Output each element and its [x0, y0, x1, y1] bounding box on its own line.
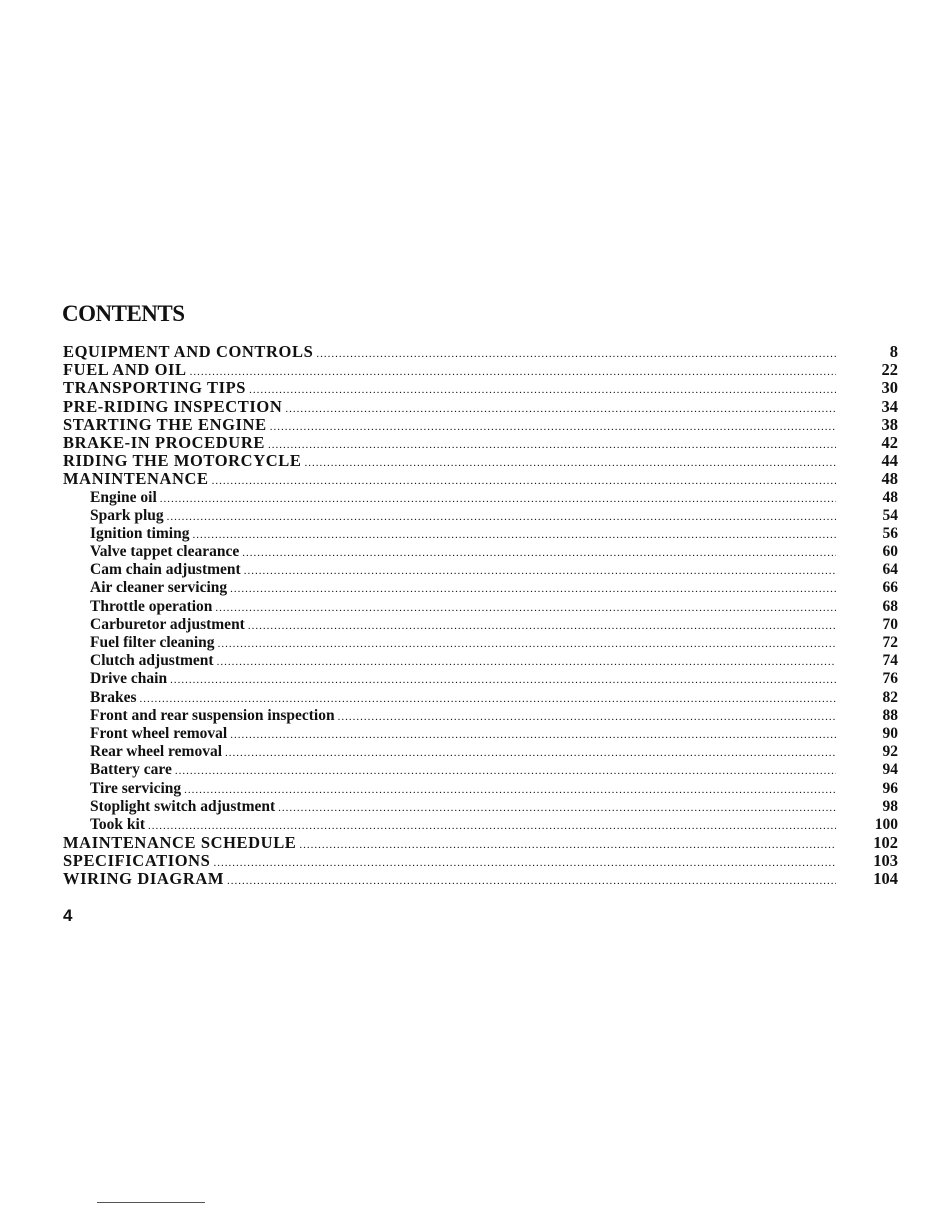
dot-leader	[140, 690, 837, 708]
toc-entry-page: 103	[873, 851, 898, 871]
toc-entry-page: 48	[881, 469, 898, 489]
dot-leader	[215, 599, 836, 617]
toc-entry-label: SPECIFICATIONS	[63, 851, 211, 871]
toc-subentry[interactable]	[63, 798, 898, 816]
toc-subentry[interactable]	[63, 579, 898, 597]
toc-entry-page: 82	[882, 688, 898, 706]
dot-leader	[213, 854, 836, 872]
toc-entry-page: 54	[882, 506, 898, 524]
toc-entry-page: 104	[873, 869, 898, 889]
dot-leader	[212, 472, 836, 490]
dot-leader	[170, 671, 836, 689]
dot-leader	[316, 345, 836, 363]
toc-entry-page: 94	[882, 761, 898, 779]
toc-entry-label: Stoplight switch adjustment	[90, 797, 276, 815]
toc-subentry[interactable]	[63, 634, 898, 652]
toc-entry-label: MAINTENANCE SCHEDULE	[63, 833, 297, 853]
toc-entry-page: 64	[882, 561, 898, 579]
toc-entry-page: 42	[881, 432, 898, 452]
toc-entry-label: Front and rear suspension inspection	[90, 706, 335, 724]
toc-subentry[interactable]	[63, 543, 898, 561]
dot-leader	[175, 762, 836, 780]
dot-leader	[160, 490, 836, 508]
toc-entry-page: 96	[882, 779, 898, 797]
dot-leader	[227, 872, 836, 890]
toc-entry-page: 72	[882, 634, 898, 651]
dot-leader	[278, 799, 836, 817]
toc-entry-page: 98	[882, 797, 898, 815]
toc-entry-page: 34	[881, 396, 898, 416]
toc-entry-page: 100	[874, 815, 898, 833]
dot-leader	[225, 744, 836, 762]
toc-entry[interactable]	[63, 470, 898, 488]
toc-subentry[interactable]	[63, 725, 898, 743]
dot-leader	[217, 653, 836, 671]
dot-leader	[268, 436, 836, 454]
toc-entry[interactable]	[63, 852, 898, 870]
toc-subentry[interactable]	[63, 561, 898, 579]
toc-entry-page: 88	[882, 706, 898, 724]
toc-entry[interactable]	[63, 343, 898, 361]
toc-entry-page: 68	[882, 597, 898, 615]
toc-subentry[interactable]	[63, 652, 898, 670]
toc-entry[interactable]	[63, 834, 898, 852]
dot-leader	[338, 708, 836, 726]
toc-subentry[interactable]	[63, 707, 898, 725]
toc-entry-page: 70	[882, 615, 898, 633]
toc-entry-label: Took kit	[90, 815, 145, 833]
toc-entry-label: STARTING THE ENGINE	[63, 414, 267, 434]
toc-entry-label: RIDING THE MOTORCYCLE	[63, 451, 302, 471]
dot-leader	[270, 418, 836, 436]
toc-entry-label: Drive chain	[90, 670, 168, 688]
toc-subentry[interactable]	[63, 761, 898, 779]
toc-entry-label: Front wheel removal	[90, 724, 228, 742]
toc-entry-label: Engine oil	[90, 488, 157, 506]
toc-subentry[interactable]	[63, 616, 898, 634]
toc-entry-page: 38	[881, 414, 898, 434]
dot-leader	[249, 381, 836, 399]
toc-entry-label: Cam chain adjustment	[90, 561, 241, 579]
toc-entry-label: Carburetor adjustment	[90, 615, 245, 633]
dot-leader	[230, 580, 836, 598]
toc-entry-label: Brakes	[90, 688, 137, 706]
toc-entry-page: 60	[882, 543, 898, 561]
toc-entry-label: Air cleaner servicing	[90, 579, 228, 597]
toc-subentry[interactable]	[63, 816, 898, 834]
dot-leader	[299, 836, 836, 854]
toc-entry-label: Battery care	[90, 761, 172, 779]
toc-subentry[interactable]	[63, 780, 898, 798]
dot-leader	[184, 781, 836, 799]
toc-entry-label: BRAKE-IN PROCEDURE	[63, 432, 265, 452]
toc-entry-page: 8	[889, 342, 898, 361]
page-title: CONTENTS	[62, 301, 185, 326]
toc-entry-label: Tire servicing	[90, 779, 182, 797]
dot-leader	[248, 617, 836, 635]
toc-entry-label: Fuel filter cleaning	[90, 634, 215, 651]
toc-entry-label: EQUIPMENT AND CONTROLS	[63, 342, 314, 361]
toc-entry-label: Ignition timing	[90, 524, 190, 542]
dot-leader	[230, 726, 836, 744]
toc-entry-label: Rear wheel removal	[90, 743, 222, 761]
toc-entry-label: Spark plug	[90, 506, 164, 524]
toc-entry-page: 92	[882, 743, 898, 761]
toc-entry-label: PRE-RIDING INSPECTION	[63, 396, 283, 416]
dot-leader	[192, 526, 836, 544]
toc-entry-label: TRANSPORTING TIPS	[63, 378, 247, 398]
toc-entry[interactable]	[63, 416, 898, 434]
toc-subentry[interactable]	[63, 489, 898, 507]
toc-entry-page: 22	[881, 360, 898, 380]
toc-entry-page: 102	[873, 833, 898, 853]
footer-rule	[97, 1202, 205, 1203]
toc-entry[interactable]	[63, 434, 898, 452]
toc-entry[interactable]	[63, 379, 898, 397]
toc-subentry[interactable]	[63, 525, 898, 543]
toc-entry-page: 74	[882, 652, 898, 670]
toc-subentry[interactable]	[63, 689, 898, 707]
dot-leader	[244, 562, 836, 580]
toc-entry-label: Valve tappet clearance	[90, 543, 240, 561]
dot-leader	[190, 363, 836, 381]
toc-entry-page: 44	[881, 451, 898, 471]
toc-entry-page: 76	[882, 670, 898, 688]
toc-entry-label: Clutch adjustment	[90, 652, 214, 670]
table-of-contents	[63, 343, 898, 889]
dot-leader	[218, 635, 836, 653]
toc-subentry[interactable]	[63, 670, 898, 688]
page-number: 4	[63, 906, 73, 925]
toc-entry[interactable]	[63, 361, 898, 379]
toc-entry-page: 56	[882, 524, 898, 542]
toc-subentry[interactable]	[63, 507, 898, 525]
dot-leader	[285, 400, 836, 418]
toc-entry[interactable]	[63, 452, 898, 470]
toc-subentry[interactable]	[63, 598, 898, 616]
toc-entry-label: MANINTENANCE	[63, 469, 209, 489]
toc-entry-label: FUEL AND OIL	[63, 360, 187, 380]
dot-leader	[167, 508, 836, 526]
toc-entry-label: WIRING DIAGRAM	[63, 869, 225, 889]
toc-entry-page: 90	[882, 724, 898, 742]
toc-entry-page: 66	[882, 579, 898, 597]
toc-entry-label: Throttle operation	[90, 597, 213, 615]
toc-subentry[interactable]	[63, 743, 898, 761]
toc-entry[interactable]	[63, 870, 898, 888]
dot-leader	[304, 454, 836, 472]
toc-entry-page: 48	[882, 488, 898, 506]
toc-entry-page: 30	[881, 378, 898, 398]
toc-entry[interactable]	[63, 398, 898, 416]
dot-leader	[242, 544, 836, 562]
